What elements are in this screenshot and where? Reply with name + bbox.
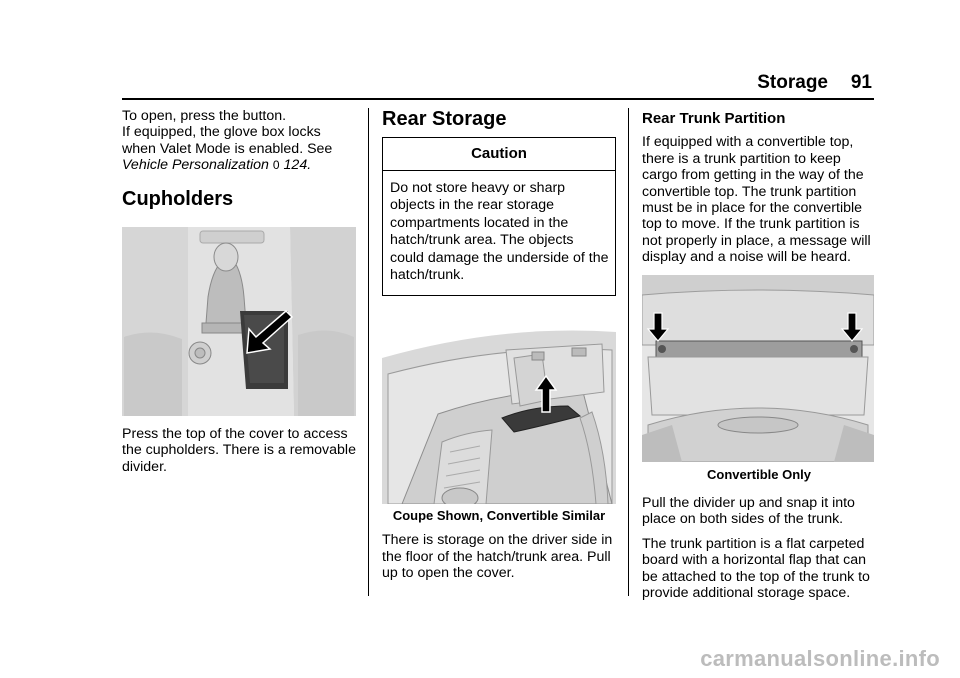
column-divider [628,108,629,596]
rear-storage-figure [382,322,616,504]
caution-box [382,137,616,295]
section-title: Storage [757,72,828,93]
cupholder-figure [122,227,356,416]
watermark: carmanualsonline.info [700,646,940,671]
caution-text: Do not store heavy or sharp objects in the rear storage compartments located in the hatch/trunk area. The objects could damage the underside of the hatch/trunk. [390,179,609,284]
trunk-partition-text: Pull the divider up and snap it into place on both sides of the trunk. [642,495,855,528]
cupholders-text: Press the top of the cover to access the cupholders. There is a removable divider. [122,426,356,475]
intro-line: If equipped, the glove box locks [122,124,321,141]
trunk-partition-illustration [642,275,874,462]
rear-storage-text: There is storage on the driver side in the floor of the hatch/trunk area. Pull up to open the cover. [382,532,613,582]
intro-line: To open, press the button. [122,108,287,124]
xref-title[interactable]: Vehicle Personalization [122,157,269,174]
rear-storage-caption: Coupe Shown, Convertible Similar [392,507,606,523]
column-middle [382,108,616,581]
trunk-partition-text: The trunk partition is a flat carpeted board with a horizontal flap that can be attached to the top of the trunk to provide additional storage space. [642,535,870,602]
rear-storage-heading: Rear Storage [382,108,507,130]
column-right [642,108,876,602]
caution-title: Caution [383,138,615,170]
trunk-partition-intro: If equipped with a convertible top, there is a trunk partition to keep cargo from getting in the way of the convertible top. The trunk partition must be in place for the convertible top to move. If the trunk partition is not properly in place, a message will display and a noise will be heard. [642,134,871,266]
xref-page[interactable]: 124 [283,157,308,174]
trunk-partition-heading: Rear Trunk Partition [642,110,786,127]
rear-cargo-storage-illustration [382,322,616,504]
trunk-partition-figure [642,275,874,462]
cupholders-heading: Cupholders [122,187,234,210]
cross-reference[interactable] [122,157,356,173]
column-left [122,108,356,475]
page-header [0,72,960,96]
cupholder-console-illustration [122,227,356,416]
trunk-partition-caption: Convertible Only [706,466,812,482]
page-ref-icon: 0 [272,158,280,173]
intro-line: when Valet Mode is enabled. See [122,140,333,157]
page-number: 91 [850,72,872,93]
column-divider [368,108,369,596]
header-rule [122,98,874,100]
xref-end: . [307,157,312,174]
